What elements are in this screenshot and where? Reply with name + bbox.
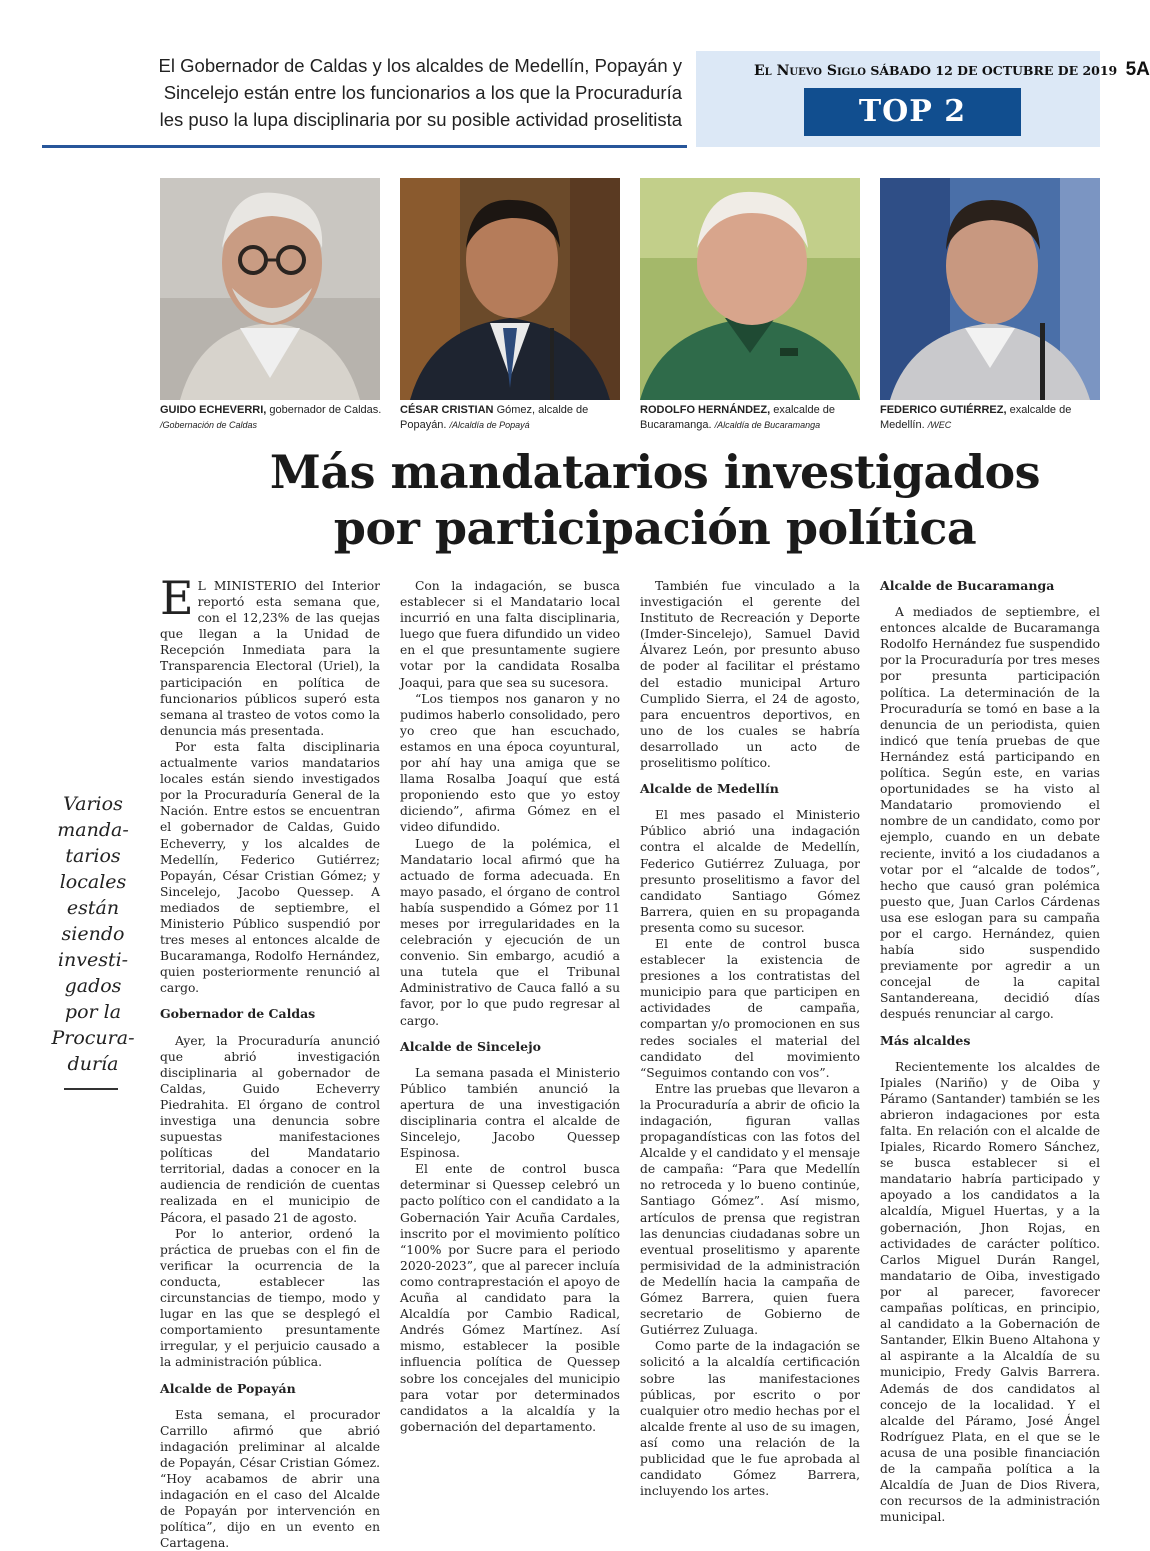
issue-date: SÁBADO 12 DE OCTUBRE DE 2019 — [870, 63, 1118, 78]
masthead-line — [754, 59, 1150, 81]
photo-guido-echeverri — [160, 178, 380, 400]
caption-name: RODOLFO HERNÁNDEZ, — [640, 404, 771, 416]
article-paragraph: “Los tiempos nos ganaron y no pudimos haberlo consolidado, pero yo creo que han escuchado, estamos en una época coyuntural, por ahí hay una amiga que se llama Rosalba Joaquí que está proponiendo esto que yo estoy diciendo”, afirma Gómez en el video difundido. — [400, 691, 620, 835]
article-paragraph: Con la indagación, se busca establecer si el Mandatario local incurrió en una falta disciplinaria, luego que fuera difundido un video en el que presuntamente sugiere votar por la candidata Rosalba Joaqui, para que sea su sucesora. — [400, 579, 620, 690]
paragraph-text: L MINISTERIO del Interior reportó esta semana que, con el 12,23% de las quejas que llegan a la Unidad de Recepción Inmediata para la Transparencia Electoral (Uriel), la participación en política de funcionarios públicos superó esta semana al trasteo de votos como la denuncia más presentada. — [160, 579, 380, 738]
pull-quote-rule — [64, 1088, 118, 1090]
article-paragraph: La semana pasada el Ministerio Público también anunció la apertura de una investigación disciplinaria contra el alcalde de Sincelejo, Jacobo Quessep Espinosa. — [400, 1065, 620, 1161]
caption — [880, 403, 1095, 432]
headline-line: Más mandatarios investigados — [269, 445, 1041, 499]
pull-quote-line: gados — [64, 975, 122, 997]
pull-quote-line: duría — [67, 1053, 119, 1075]
caption-text: Gómez, alcalde de Popayán. — [400, 404, 589, 431]
article-paragraph: El ente de control busca establecer la existencia de presiones a los contratistas del municipio para que participen en actividades de campaña, compartan y/o promocionen en sus redes sociales el material del candidato del movimiento “Seguimos contando con vos”. — [640, 936, 860, 1080]
article-paragraph: Por lo anterior, ordenó la práctica de pruebas con el fin de verificar la ocurrencia de la conducta, establecer las circunstancias de tiempo, modo y lugar en las que se desplegó el comportamiento presuntamente irregular, y el perjuicio causado a la administración pública. — [160, 1226, 380, 1370]
pull-quote-line: están — [66, 897, 120, 919]
deck-line: les puso la lupa disciplinaria por su posible actividad proselitista — [159, 109, 682, 130]
pull-quote-line: locales — [59, 871, 127, 893]
headline — [180, 444, 1130, 556]
article-column-2 — [400, 578, 620, 1435]
photo-credit: /Gobernación de Caldas — [160, 419, 258, 430]
pull-quote-line: Varios — [63, 793, 123, 815]
caption-name: GUIDO ECHEVERRI, — [160, 404, 267, 416]
photo-rodolfo-hernandez — [640, 178, 860, 400]
caption-text: exalcalde de Bucaramanga. — [640, 404, 835, 431]
photo-credit: /WEC — [927, 419, 952, 430]
section-heading: Alcalde de Bucaramanga — [880, 578, 1055, 593]
article-column-4 — [880, 578, 1100, 1525]
article-paragraph: Entre las pruebas que llevaron a la Procuraduría a abrir de oficio la indagación, figuran vallas propagandísticas con las fotos del Alcalde y el candidato y el mensaje de campaña: “Para que Medellín no retroceda y lo bueno continúe, Santiago Gómez”. Así mismo, artículos de prensa que registran las denuncias ciudadanas sobre un eventual proselitismo y aparente permisividad de la administración de Medellín hacia la campaña de Gómez Barrera, quien fuera secretario de Gobierno de Gutiérrez Zuluaga. — [640, 1081, 860, 1338]
section-label: TOP 2 — [804, 88, 1021, 136]
pull-quote-line: siendo — [61, 923, 125, 945]
page-number: 5A — [1125, 59, 1150, 80]
caption — [400, 403, 625, 432]
photo-federico-gutierrez — [880, 178, 1100, 400]
section-heading: Alcalde de Popayán — [160, 1380, 296, 1396]
caption-name: FEDERICO GUTIÉRREZ, — [880, 404, 1007, 416]
article-paragraph: Por esta falta disciplinaria actualmente varios mandatarios locales están siendo investigados por la Procuraduría General de la Nación. Entre estos se encuentran el gobernador de Caldas, Guido Echeverry, y los alcaldes de Medellín, Federico Gutiérrez; Popayán, César Cristian Gómez; y Sincelejo, Jacobo Quessep. A mediados de septiembre, el Ministerio Público suspendió por tres meses al entonces alcalde de Bucaramanga, Rodolfo Hernández, quien posteriormente renunció al cargo. — [160, 739, 380, 996]
article-paragraph — [160, 571, 380, 739]
deck-line: El Gobernador de Caldas y los alcaldes de Medellín, Popayán y — [158, 55, 682, 76]
caption — [640, 403, 865, 432]
pull-quote-line: Procura- — [51, 1027, 135, 1049]
article-paragraph: Ayer, la Procuraduría anunció que abrió investigación disciplinaria al gobernador de Caldas, Guido Echeverry Piedrahita. El órgano de control investiga una denuncia sobre supuestas manifestaciones políticas del Mandatario territorial, dadas a conocer en la audiencia de rendición de cuentas realizada en el municipio de Pácora, el pasado 21 de agosto. — [160, 1033, 380, 1225]
caption-text: gobernador de Caldas. — [266, 404, 382, 416]
pull-quote — [42, 791, 144, 1077]
article-paragraph: El mes pasado el Ministerio Público abrió una indagación contra el alcalde de Medellín, Federico Gutiérrez Zuluaga, por presunto proselitismo a favor del candidato Santiago Gómez Barrera, quien en su propaganda presenta como su sucesor. — [640, 808, 860, 935]
article-paragraph: También fue vinculado a la investigación el gerente del Instituto de Recreación y Deporte (Imder-Sincelejo), Samuel David Álvarez León, por presunto abuso de poder al facilitar el préstamo del estadio municipal Arturo Cumplido Sierra, el 24 de agosto, para encuentros deportivos, en uno de los cuales se habría desarrollado un acto de proselitismo político. — [640, 579, 860, 771]
article-paragraph: El ente de control busca determinar si Quessep celebró un pacto político con el candidato a la Gobernación Yair Acuña Cardales, inscrito por el movimiento político “100% por Sucre para el periodo 2020-2023”, que al parecer incluía como contraprestación el apoyo de Acuña al candidato para la Alcaldía por Cambio Radical, Andrés Gómez Martínez. Así mismo, establecer la posible influencia política de Quessep sobre los concejales del municipio para votar por determinados candidatos a la alcaldía y la gobernación del departamento. — [400, 1162, 620, 1434]
photo-cesar-cristian — [400, 178, 620, 400]
caption-name: CÉSAR CRISTIAN — [400, 404, 494, 416]
article-paragraph: Como parte de la indagación se solicitó a la alcaldía certificación sobre las manifestaciones públicas, por escrito o por cualquier otro medio hechas por el alcalde frente al uso de su imagen, así como una relación de la publicidad que le fue aprobada al candidato Gómez Barrera, incluyendo los artes. — [640, 1339, 860, 1499]
photo-credit: /Alcaldía de Popayá — [449, 419, 530, 430]
article-paragraph: Luego de la polémica, el Mandatario local afirmó que ha actuado de forma adecuada. En mayo pasado, el órgano de control había suspendido a Gómez por 11 meses por irregularidades en la celebración y ejecución de un convenio. Sin embargo, acudió a una tutela que el Tribunal Administrativo de Cauca falló a su favor, por lo que pudo regresar al cargo. — [400, 836, 620, 1028]
caption-text: exalcalde de Medellín. — [880, 404, 1072, 431]
caption — [160, 403, 385, 432]
pull-quote-line: manda- — [57, 819, 129, 841]
section-heading: Más alcaldes — [880, 1032, 971, 1048]
photo-credit: /Alcaldía de Bucaramanga — [714, 419, 821, 430]
headline-line: por participación política — [333, 501, 977, 555]
article-column-3 — [640, 578, 860, 1499]
pull-quote-line: tarios — [65, 845, 121, 867]
pull-quote-line: por la — [64, 1001, 122, 1023]
paper-name: El Nuevo Siglo — [754, 63, 866, 79]
section-heading: Alcalde de Medellín — [640, 781, 779, 797]
article-paragraph: Recientemente los alcaldes de Ipiales (Nariño) y de Oiba y Páramo (Santander) también se les abrieron indagaciones por esta falta. En relación con el alcalde de Ipiales, Ricardo Romero Sánchez, se busca establecer si el mandatario habría participado y apoyado a los candidatos a la alcaldía, Miguel Huertas, y a la gobernación, Jhon Rojas, en actividades de carácter político. Carlos Miguel Durán Rangel, mandatario de Oiba, investigado por al parecer, favorecer campañas políticas, en principio, al candidato a la Gobernación de Santander, Elkin Bueno Altahona y al aspirante a la Alcaldía de su municipio, Fredy Galvis Barrera. Además de dos candidatos al concejo de la localidad. Y el alcalde del Páramo, José Ángel Rodríguez Plata, en el que se le acusa de una posible financiación de la campaña política a la Alcaldía de Juan de Dios Rivera, con recursos de la administración municipal. — [880, 1059, 1100, 1525]
section-heading: Alcalde de Sincelejo — [400, 1038, 541, 1054]
drop-cap: E — [160, 571, 194, 625]
deck-line: Sincelejo están entre los funcionarios a los que la Procuraduría — [163, 82, 682, 103]
section-heading: Gobernador de Caldas — [160, 1006, 316, 1022]
article-paragraph: Esta semana, el procurador Carrillo afirmó que abrió indagación preliminar al alcalde de Popayán, César Cristian Gómez. “Hoy acabamos de abrir una indagación en el caso del Alcalde de Popayán por intervención en política”, dijo en un evento en Cartagena. — [160, 1407, 380, 1551]
masthead — [696, 51, 1150, 147]
deck — [42, 52, 682, 133]
article-column-1 — [160, 571, 380, 1551]
article-paragraph: A mediados de septiembre, el entonces alcalde de Bucaramanga Rodolfo Hernández fue suspendido por la Procuraduría por tres meses por presunta participación política. La determinación de la Procuraduría se tomó en base a la denuncia de un periodista, quien indicó que tenía pruebas de que Hernández está participando en política. Según este, en varias oportunidades se ha visto al Mandatario promoviendo el nombre de un candidato, como por ejemplo, cuando en un debate reciente, invitó a los ciudadanos a votar por el “alcalde de todos”, hecho que causó gran polémica puesto que, Juan Carlos Cárdenas usa ese eslogan para su campaña por el cargo. Hernández, quien había sido suspendido previamente por agredir a un concejal de la capital Santandereana, decidió días después renunciar al cargo. — [880, 605, 1100, 1022]
deck-rule — [42, 145, 687, 148]
pull-quote-line: investi- — [57, 949, 129, 971]
